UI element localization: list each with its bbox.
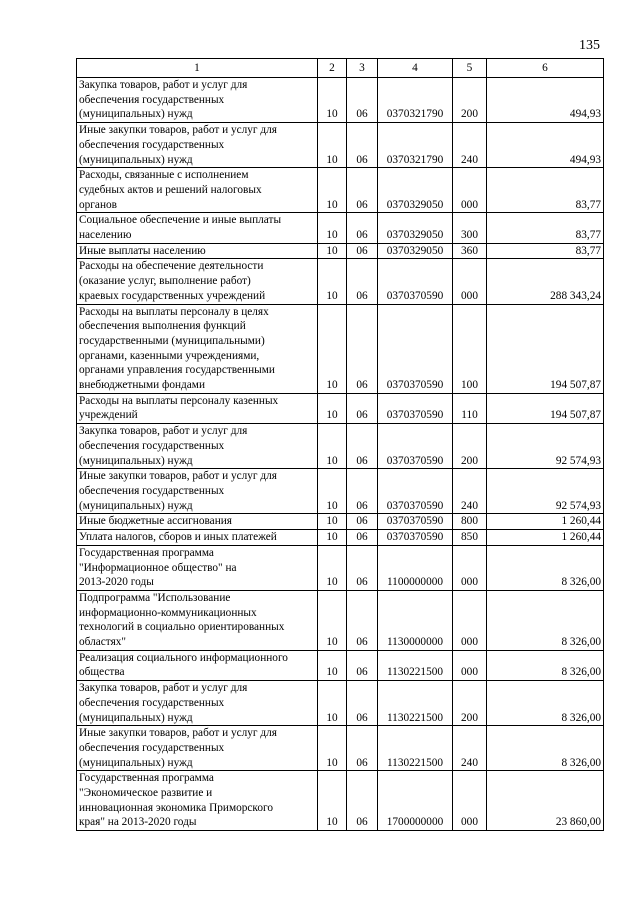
- cell-subsection: 06: [347, 393, 378, 423]
- cell-amount: 23 860,00: [487, 771, 604, 831]
- cell-section: 10: [318, 259, 347, 304]
- cell-expense-type: 000: [453, 771, 487, 831]
- cell-section: 10: [318, 168, 347, 213]
- cell-subsection: 06: [347, 545, 378, 590]
- cell-target-article: 0370321790: [378, 123, 453, 168]
- cell-expense-type: 000: [453, 168, 487, 213]
- table-row: [77, 123, 604, 168]
- cell-amount: 8 326,00: [487, 590, 604, 650]
- cell-target-article: 0370329050: [378, 213, 453, 243]
- cell-name: Расходы на выплаты персоналу в целях обеспечения выполнения функций государственными (муниципальными) органами, казенными учреждениями, органами управления государственными внебюджетными фондами: [77, 304, 318, 393]
- header-row: [77, 59, 604, 78]
- cell-section: 10: [318, 243, 347, 259]
- cell-expense-type: 300: [453, 213, 487, 243]
- cell-target-article: 0370329050: [378, 243, 453, 259]
- cell-name: Социальное обеспечение и иные выплаты населению: [77, 213, 318, 243]
- cell-target-article: 0370370590: [378, 424, 453, 469]
- cell-target-article: 0370370590: [378, 514, 453, 530]
- cell-section: 10: [318, 469, 347, 514]
- cell-target-article: 0370370590: [378, 393, 453, 423]
- cell-expense-type: 240: [453, 469, 487, 514]
- table-row: [77, 726, 604, 771]
- table-row: [77, 514, 604, 530]
- table-row: [77, 771, 604, 831]
- page-number: 135: [579, 38, 600, 53]
- cell-name: Закупка товаров, работ и услуг для обеспечения государственных (муниципальных) нужд: [77, 78, 318, 123]
- cell-section: 10: [318, 304, 347, 393]
- cell-target-article: 1130000000: [378, 590, 453, 650]
- cell-expense-type: 200: [453, 78, 487, 123]
- cell-subsection: 06: [347, 590, 378, 650]
- cell-amount: 1 260,44: [487, 514, 604, 530]
- cell-amount: 83,77: [487, 243, 604, 259]
- cell-name: Расходы на выплаты персоналу казенных учреждений: [77, 393, 318, 423]
- cell-section: 10: [318, 424, 347, 469]
- cell-target-article: 0370370590: [378, 259, 453, 304]
- cell-name: Расходы на обеспечение деятельности (оказание услуг, выполнение работ) краевых государственных учреждений: [77, 259, 318, 304]
- cell-subsection: 06: [347, 530, 378, 546]
- table-row: [77, 530, 604, 546]
- cell-target-article: 1130221500: [378, 681, 453, 726]
- table-row: [77, 469, 604, 514]
- cell-expense-type: 000: [453, 650, 487, 680]
- cell-subsection: 06: [347, 424, 378, 469]
- cell-expense-type: 850: [453, 530, 487, 546]
- cell-section: 10: [318, 681, 347, 726]
- cell-expense-type: 000: [453, 259, 487, 304]
- cell-name: Иные закупки товаров, работ и услуг для обеспечения государственных (муниципальных) нужд: [77, 123, 318, 168]
- cell-section: 10: [318, 545, 347, 590]
- cell-amount: 8 326,00: [487, 681, 604, 726]
- cell-name: Расходы, связанные с исполнением судебных актов и решений налоговых органов: [77, 168, 318, 213]
- table-row: [77, 650, 604, 680]
- cell-amount: 494,93: [487, 78, 604, 123]
- cell-section: 10: [318, 771, 347, 831]
- cell-subsection: 06: [347, 243, 378, 259]
- cell-expense-type: 110: [453, 393, 487, 423]
- cell-name: Подпрограмма "Использование информационно-коммуникационных технологий в социально ориентированных областях": [77, 590, 318, 650]
- cell-name: Уплата налогов, сборов и иных платежей: [77, 530, 318, 546]
- cell-name: Иные закупки товаров, работ и услуг для обеспечения государственных (муниципальных) нужд: [77, 726, 318, 771]
- cell-section: 10: [318, 393, 347, 423]
- cell-name: Закупка товаров, работ и услуг для обеспечения государственных (муниципальных) нужд: [77, 681, 318, 726]
- cell-section: 10: [318, 514, 347, 530]
- cell-target-article: 0370370590: [378, 304, 453, 393]
- table-row: [77, 590, 604, 650]
- cell-section: 10: [318, 213, 347, 243]
- cell-amount: 494,93: [487, 123, 604, 168]
- cell-section: 10: [318, 650, 347, 680]
- cell-name: Реализация социального информационного общества: [77, 650, 318, 680]
- table-row: [77, 259, 604, 304]
- table-row: [77, 304, 604, 393]
- cell-target-article: 1700000000: [378, 771, 453, 831]
- cell-subsection: 06: [347, 168, 378, 213]
- cell-expense-type: 800: [453, 514, 487, 530]
- table-row: [77, 424, 604, 469]
- cell-expense-type: 000: [453, 545, 487, 590]
- cell-target-article: 1130221500: [378, 650, 453, 680]
- cell-subsection: 06: [347, 726, 378, 771]
- header-cell-name: 1: [77, 59, 318, 78]
- table-row: [77, 78, 604, 123]
- header-cell-subsection: 3: [347, 59, 378, 78]
- cell-target-article: 1130221500: [378, 726, 453, 771]
- cell-amount: 288 343,24: [487, 259, 604, 304]
- cell-amount: 8 326,00: [487, 650, 604, 680]
- cell-amount: 8 326,00: [487, 726, 604, 771]
- cell-name: Государственная программа "Информационное общество" на 2013-2020 годы: [77, 545, 318, 590]
- cell-subsection: 06: [347, 469, 378, 514]
- table-row: [77, 681, 604, 726]
- header-cell-target-article: 4: [378, 59, 453, 78]
- cell-section: 10: [318, 123, 347, 168]
- cell-amount: 83,77: [487, 213, 604, 243]
- cell-expense-type: 200: [453, 424, 487, 469]
- cell-name: Иные закупки товаров, работ и услуг для обеспечения государственных (муниципальных) нужд: [77, 469, 318, 514]
- table-body: [77, 78, 604, 831]
- cell-amount: 194 507,87: [487, 304, 604, 393]
- cell-expense-type: 240: [453, 726, 487, 771]
- cell-amount: 194 507,87: [487, 393, 604, 423]
- cell-name: Государственная программа "Экономическое развитие и инновационная экономика Приморского края" на 2013-2020 годы: [77, 771, 318, 831]
- table-row: [77, 393, 604, 423]
- cell-target-article: 0370370590: [378, 530, 453, 546]
- cell-expense-type: 000: [453, 590, 487, 650]
- cell-subsection: 06: [347, 304, 378, 393]
- cell-subsection: 06: [347, 514, 378, 530]
- cell-expense-type: 240: [453, 123, 487, 168]
- header-cell-amount: 6: [487, 59, 604, 78]
- table-row: [77, 545, 604, 590]
- cell-section: 10: [318, 78, 347, 123]
- table-row: [77, 213, 604, 243]
- table-row: [77, 168, 604, 213]
- cell-target-article: 0370329050: [378, 168, 453, 213]
- cell-subsection: 06: [347, 213, 378, 243]
- table-row: [77, 243, 604, 259]
- cell-name: Закупка товаров, работ и услуг для обеспечения государственных (муниципальных) нужд: [77, 424, 318, 469]
- cell-target-article: 0370370590: [378, 469, 453, 514]
- cell-subsection: 06: [347, 259, 378, 304]
- cell-amount: 83,77: [487, 168, 604, 213]
- cell-target-article: 0370321790: [378, 78, 453, 123]
- cell-name: Иные выплаты населению: [77, 243, 318, 259]
- cell-amount: 92 574,93: [487, 469, 604, 514]
- cell-name: Иные бюджетные ассигнования: [77, 514, 318, 530]
- cell-amount: 92 574,93: [487, 424, 604, 469]
- cell-subsection: 06: [347, 681, 378, 726]
- cell-section: 10: [318, 590, 347, 650]
- cell-subsection: 06: [347, 771, 378, 831]
- cell-target-article: 1100000000: [378, 545, 453, 590]
- header-cell-section: 2: [318, 59, 347, 78]
- cell-subsection: 06: [347, 650, 378, 680]
- cell-section: 10: [318, 530, 347, 546]
- cell-subsection: 06: [347, 123, 378, 168]
- cell-subsection: 06: [347, 78, 378, 123]
- budget-table: [76, 58, 604, 831]
- cell-amount: 8 326,00: [487, 545, 604, 590]
- cell-section: 10: [318, 726, 347, 771]
- cell-expense-type: 200: [453, 681, 487, 726]
- cell-expense-type: 360: [453, 243, 487, 259]
- header-cell-expense-type: 5: [453, 59, 487, 78]
- cell-expense-type: 100: [453, 304, 487, 393]
- cell-amount: 1 260,44: [487, 530, 604, 546]
